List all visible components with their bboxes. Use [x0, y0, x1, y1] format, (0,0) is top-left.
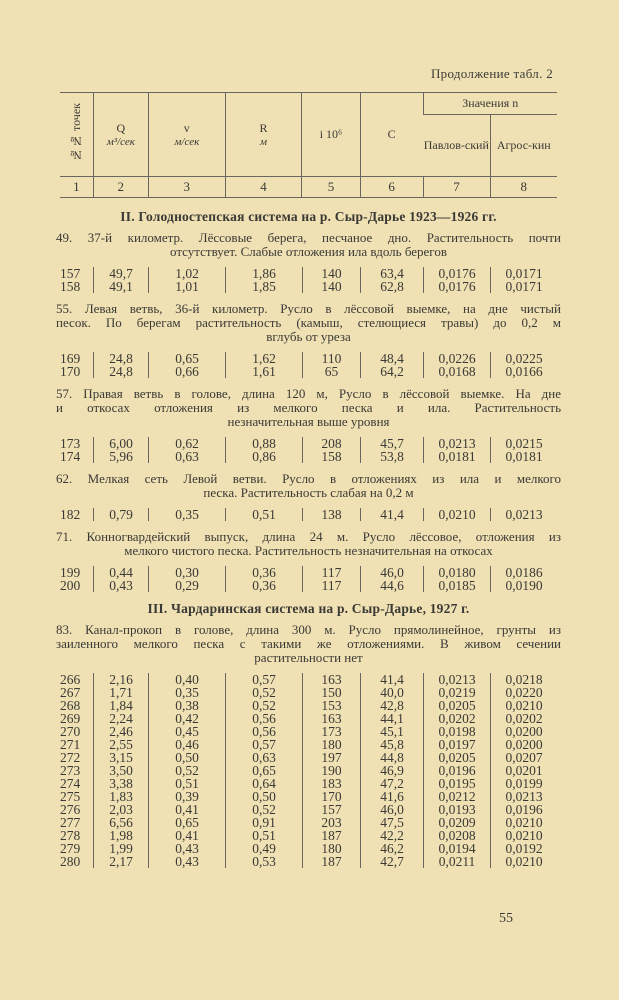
table-cell: 187 — [302, 829, 360, 842]
table-cell: 0,36 — [225, 566, 302, 579]
table-cell: 0,44 — [93, 566, 148, 579]
table-cell: 272 — [60, 750, 81, 765]
table-cell: 0,38 — [148, 699, 225, 712]
table-cell: 0,0190 — [490, 579, 557, 592]
table-row — [60, 803, 557, 816]
table-cell: 169 — [60, 351, 81, 366]
table-row — [60, 816, 557, 829]
table-cell: 0,0205 — [423, 751, 490, 764]
description-line: 62. Мелкая сеть Левой ветви. Русло в отложениях из ила и мелкого — [56, 471, 561, 486]
table-cell: 49,7 — [93, 267, 148, 280]
table-cell: 0,56 — [225, 712, 302, 725]
table-cell: 0,62 — [148, 437, 225, 450]
table-cell: 138 — [302, 508, 360, 521]
description-line: отсутствует. Слабые отложения ила вдоль берегов — [170, 244, 447, 259]
column-number: 3 — [148, 177, 225, 198]
table-cell: 270 — [60, 724, 81, 739]
table-cell: 0,57 — [225, 738, 302, 751]
table-cell: 158 — [60, 279, 81, 294]
table-cell: 0,0210 — [490, 829, 557, 842]
table-row — [60, 508, 557, 521]
section-heading: II. Голодностепская система на р. Сыр-Дарье 1923—1926 гг. — [120, 209, 497, 224]
table-cell: 0,0176 — [423, 280, 490, 293]
table-cell: 0,46 — [148, 738, 225, 751]
table-cell: 0,41 — [148, 803, 225, 816]
table-cell: 173 — [302, 725, 360, 738]
table-cell: 0,0213 — [490, 508, 557, 521]
column-number: 4 — [225, 177, 302, 198]
table-cell: 199 — [60, 565, 81, 580]
table-cell: 140 — [302, 267, 360, 280]
description-line: заиленного мелкого песка с такими же отложениями. В живом сечении — [56, 636, 561, 651]
table-cell: 0,0213 — [490, 790, 557, 803]
table-cell: 1,71 — [93, 686, 148, 699]
table-cell: 2,55 — [93, 738, 148, 751]
table-row — [60, 764, 557, 777]
data-rows — [60, 566, 557, 592]
table-cell: 0,0171 — [490, 280, 557, 293]
table-row — [60, 437, 557, 450]
table-cell: 0,0171 — [490, 267, 557, 280]
table-cell: 0,0215 — [490, 437, 557, 450]
table-cell: 280 — [60, 854, 81, 869]
table-cell: 46,2 — [360, 842, 423, 855]
table-cell: 0,0220 — [490, 686, 557, 699]
table-cell: 41,4 — [360, 508, 423, 521]
table-cell: 0,63 — [225, 751, 302, 764]
table-row — [60, 842, 557, 855]
table-cell: 63,4 — [360, 267, 423, 280]
table-row — [60, 790, 557, 803]
table-cell: 0,43 — [148, 855, 225, 868]
table-cell: 278 — [60, 828, 81, 843]
table-cell: 0,0208 — [423, 829, 490, 842]
table-cell: 158 — [302, 450, 360, 463]
table-cell: 1,98 — [93, 829, 148, 842]
table-cell: 0,0211 — [423, 855, 490, 868]
table-cell: 273 — [60, 763, 81, 778]
table-cell: 0,0192 — [490, 842, 557, 855]
table-cell: 1,83 — [93, 790, 148, 803]
table-cell: 279 — [60, 841, 81, 856]
table-cell: 3,38 — [93, 777, 148, 790]
table-cell: 183 — [302, 777, 360, 790]
table-row — [60, 280, 557, 293]
table-cell: 0,0194 — [423, 842, 490, 855]
table-cell: 6,56 — [93, 816, 148, 829]
table-cell: 1,61 — [225, 365, 302, 378]
table-cell: 0,0200 — [490, 725, 557, 738]
site-description — [56, 387, 561, 429]
table-cell: 0,36 — [225, 579, 302, 592]
table-cell: 5,96 — [93, 450, 148, 463]
table-cell: 0,0201 — [490, 764, 557, 777]
table-cell: 187 — [302, 855, 360, 868]
table-cell: 1,62 — [225, 352, 302, 365]
header-agroskin: Агрос-кин — [490, 115, 557, 177]
column-number: 7 — [423, 177, 490, 198]
table-cell: 44,8 — [360, 751, 423, 764]
table-cell: 0,39 — [148, 790, 225, 803]
table-cell: 0,0210 — [490, 855, 557, 868]
header-chezy-c: C — [360, 93, 423, 177]
table-cell: 1,84 — [93, 699, 148, 712]
table-cell: 266 — [60, 672, 81, 687]
table-cell: 0,65 — [148, 352, 225, 365]
table-header — [60, 92, 557, 198]
site-description — [56, 623, 561, 665]
table-row — [60, 829, 557, 842]
table-cell: 0,51 — [225, 508, 302, 521]
table-cell: 0,0213 — [423, 437, 490, 450]
table-cell: 41,6 — [360, 790, 423, 803]
table-cell: 42,8 — [360, 699, 423, 712]
table-cell: 0,50 — [148, 751, 225, 764]
data-rows — [60, 508, 557, 521]
description-line: мелкого чистого песка. Растительность незначительная на откосах — [124, 543, 493, 558]
table-cell: 0,50 — [225, 790, 302, 803]
table-cell: 0,52 — [225, 699, 302, 712]
table-cell: 46,0 — [360, 803, 423, 816]
table-cell: 53,8 — [360, 450, 423, 463]
header-discharge: Q м³/сек — [93, 93, 148, 177]
table-cell: 0,0212 — [423, 790, 490, 803]
table-cell: 45,7 — [360, 437, 423, 450]
table-cell: 0,35 — [148, 686, 225, 699]
table-cell: 0,65 — [148, 816, 225, 829]
table-row — [60, 267, 557, 280]
table-cell: 0,41 — [148, 829, 225, 842]
page-number: 55 — [499, 911, 513, 926]
table-row — [60, 725, 557, 738]
table-cell: 40,0 — [360, 686, 423, 699]
table-cell: 0,0218 — [490, 673, 557, 686]
table-cell: 2,46 — [93, 725, 148, 738]
column-number: 5 — [302, 177, 360, 198]
table-cell: 62,8 — [360, 280, 423, 293]
data-rows — [60, 673, 557, 868]
table-cell: 271 — [60, 737, 81, 752]
header-slope: i 10⁶ — [302, 93, 360, 177]
table-row — [60, 855, 557, 868]
table-cell: 41,4 — [360, 673, 423, 686]
section-heading: III. Чардаринская система на р. Сыр-Дарье, 1927 г. — [147, 601, 470, 616]
table-cell: 45,1 — [360, 725, 423, 738]
header-radius: R м — [225, 93, 302, 177]
table-cell: 0,0186 — [490, 566, 557, 579]
table-cell: 163 — [302, 673, 360, 686]
table-cell: 0,51 — [225, 829, 302, 842]
table-cell: 47,5 — [360, 816, 423, 829]
description-line: 57. Правая ветвь в голове, длина 120 м, Русло в лёссовой выемке. На дне — [56, 386, 561, 401]
table-cell: 0,0168 — [423, 365, 490, 378]
table-cell: 0,53 — [225, 855, 302, 868]
table-cell: 0,0226 — [423, 352, 490, 365]
table-cell: 180 — [302, 738, 360, 751]
header-point-number: №№ точек — [68, 103, 83, 162]
table-row — [60, 352, 557, 365]
column-number-row — [60, 177, 557, 198]
table-cell: 170 — [302, 790, 360, 803]
table-cell: 0,0213 — [423, 673, 490, 686]
table-cell: 0,0225 — [490, 352, 557, 365]
table-cell: 3,15 — [93, 751, 148, 764]
table-cell: 208 — [302, 437, 360, 450]
table-cell: 0,66 — [148, 365, 225, 378]
table-cell: 0,45 — [148, 725, 225, 738]
table-cell: 45,8 — [360, 738, 423, 751]
site-description — [56, 231, 561, 259]
table-cell: 42,7 — [360, 855, 423, 868]
data-rows — [60, 267, 557, 293]
table-cell: 0,65 — [225, 764, 302, 777]
table-cell: 48,4 — [360, 352, 423, 365]
table-cell: 157 — [302, 803, 360, 816]
table-cell: 2,16 — [93, 673, 148, 686]
table-cell: 150 — [302, 686, 360, 699]
table-cell: 182 — [60, 507, 81, 522]
table-row — [60, 751, 557, 764]
table-cell: 42,2 — [360, 829, 423, 842]
table-cell: 64,2 — [360, 365, 423, 378]
table-cell: 110 — [302, 352, 360, 365]
site-description — [56, 530, 561, 558]
table-cell: 46,9 — [360, 764, 423, 777]
table-cell: 2,03 — [93, 803, 148, 816]
table-cell: 0,0209 — [423, 816, 490, 829]
table-cell: 153 — [302, 699, 360, 712]
table-cell: 0,0205 — [423, 699, 490, 712]
table-cell: 65 — [302, 365, 360, 378]
table-cell: 2,24 — [93, 712, 148, 725]
table-cell: 268 — [60, 698, 81, 713]
table-cell: 180 — [302, 842, 360, 855]
table-row — [60, 686, 557, 699]
table-cell: 44,6 — [360, 579, 423, 592]
table-cell: 0,0180 — [423, 566, 490, 579]
table-cell: 0,52 — [148, 764, 225, 777]
table-cell: 0,43 — [93, 579, 148, 592]
description-line: и откосах отложения из мелкого песка и ила. Растительность — [56, 400, 561, 415]
table-cell: 274 — [60, 776, 81, 791]
table-cell: 0,43 — [148, 842, 225, 855]
table-cell: 0,0166 — [490, 365, 557, 378]
table-cell: 190 — [302, 764, 360, 777]
table-cell: 276 — [60, 802, 81, 817]
table-cell: 0,0202 — [423, 712, 490, 725]
description-line: 49. 37-й километр. Лёссовые берега, песчаное дно. Растительность почти — [56, 230, 561, 245]
table-cell: 0,0198 — [423, 725, 490, 738]
column-number: 8 — [490, 177, 557, 198]
table-cell: 0,0181 — [490, 450, 557, 463]
description-line: песок. По берегам растительность (камыш, стелющиеся травы) до 0,2 м — [56, 315, 561, 330]
table-cell: 0,0176 — [423, 267, 490, 280]
table-cell: 0,35 — [148, 508, 225, 521]
description-line: вглубь от уреза — [266, 329, 351, 344]
table-cell: 0,52 — [225, 803, 302, 816]
table-cell: 0,29 — [148, 579, 225, 592]
table-cell: 0,51 — [148, 777, 225, 790]
table-cell: 0,57 — [225, 673, 302, 686]
description-line: незначительная выше уровня — [227, 414, 390, 429]
description-line: 71. Конногвардейский выпуск, длина 24 м. Русло лёссовое, отложения из — [56, 529, 561, 544]
table-cell: 275 — [60, 789, 81, 804]
description-line: песка. Растительность слабая на 0,2 м — [203, 485, 414, 500]
table-cell: 0,30 — [148, 566, 225, 579]
table-cell: 0,0185 — [423, 579, 490, 592]
table-cell: 0,52 — [225, 686, 302, 699]
table-cell: 0,0193 — [423, 803, 490, 816]
description-line: 83. Канал-прокоп в голове, длина 300 м. Русло прямолинейное, грунты из — [56, 622, 561, 637]
table-cell: 0,86 — [225, 450, 302, 463]
table-cell: 0,0210 — [490, 699, 557, 712]
description-line: 55. Левая ветвь, 36-й километр. Русло в лёссовой выемке, на дне чистый — [56, 301, 561, 316]
table-cell: 0,0196 — [490, 803, 557, 816]
table-cell: 0,91 — [225, 816, 302, 829]
table-row — [60, 566, 557, 579]
table-cell: 1,02 — [148, 267, 225, 280]
table-row — [60, 712, 557, 725]
table-cell: 269 — [60, 711, 81, 726]
site-description — [56, 472, 561, 500]
table-cell: 1,99 — [93, 842, 148, 855]
table-row — [60, 673, 557, 686]
table-cell: 0,0219 — [423, 686, 490, 699]
table-cell: 0,0202 — [490, 712, 557, 725]
column-number: 2 — [93, 177, 148, 198]
table-cell: 200 — [60, 578, 81, 593]
table-row — [60, 738, 557, 751]
table-cell: 0,64 — [225, 777, 302, 790]
table-cell: 3,50 — [93, 764, 148, 777]
table-cell: 117 — [302, 579, 360, 592]
table-cell: 2,17 — [93, 855, 148, 868]
table-cell: 0,0210 — [490, 816, 557, 829]
table-cell: 267 — [60, 685, 81, 700]
table-cell: 0,40 — [148, 673, 225, 686]
table-cell: 6,00 — [93, 437, 148, 450]
data-rows — [60, 352, 557, 378]
table-cell: 0,56 — [225, 725, 302, 738]
table-body — [56, 206, 561, 877]
table-cell: 1,86 — [225, 267, 302, 280]
description-line: растительности нет — [254, 650, 363, 665]
table-row — [60, 699, 557, 712]
table-cell: 0,88 — [225, 437, 302, 450]
table-cell: 0,42 — [148, 712, 225, 725]
table-cell: 0,0199 — [490, 777, 557, 790]
header-pavlovsky: Павлов-ский — [423, 138, 489, 152]
table-cell: 0,79 — [93, 508, 148, 521]
table-row — [60, 777, 557, 790]
table-cell: 0,0197 — [423, 738, 490, 751]
table-cell: 0,0210 — [423, 508, 490, 521]
table-cell: 203 — [302, 816, 360, 829]
table-cell: 170 — [60, 364, 81, 379]
table-row — [60, 579, 557, 592]
table-cell: 24,8 — [93, 365, 148, 378]
column-number: 1 — [60, 177, 93, 198]
table-cell: 157 — [60, 266, 81, 281]
table-cell: 0,0207 — [490, 751, 557, 764]
table-cell: 0,63 — [148, 450, 225, 463]
table-cell: 24,8 — [93, 352, 148, 365]
table-cell: 0,0181 — [423, 450, 490, 463]
table-row — [60, 450, 557, 463]
table-cell: 49,1 — [93, 280, 148, 293]
table-cell: 277 — [60, 815, 81, 830]
data-rows — [60, 437, 557, 463]
table-cell: 0,49 — [225, 842, 302, 855]
table-row — [60, 365, 557, 378]
table-cell: 163 — [302, 712, 360, 725]
table-cell: 47,2 — [360, 777, 423, 790]
table-continuation-label: Продолжение табл. 2 — [430, 66, 553, 81]
header-velocity: v м/сек — [148, 93, 225, 177]
site-description — [56, 302, 561, 344]
table-cell: 140 — [302, 280, 360, 293]
table-cell: 0,0195 — [423, 777, 490, 790]
table-cell: 1,01 — [148, 280, 225, 293]
header-n-values-group: Значения n — [423, 93, 557, 115]
table-cell: 117 — [302, 566, 360, 579]
table-cell: 44,1 — [360, 712, 423, 725]
table-cell: 0,0200 — [490, 738, 557, 751]
table-cell: 197 — [302, 751, 360, 764]
column-number: 6 — [360, 177, 423, 198]
table-cell: 173 — [60, 436, 81, 451]
table-cell: 1,85 — [225, 280, 302, 293]
table-cell: 174 — [60, 449, 81, 464]
table-cell: 0,0196 — [423, 764, 490, 777]
table-cell: 46,0 — [360, 566, 423, 579]
